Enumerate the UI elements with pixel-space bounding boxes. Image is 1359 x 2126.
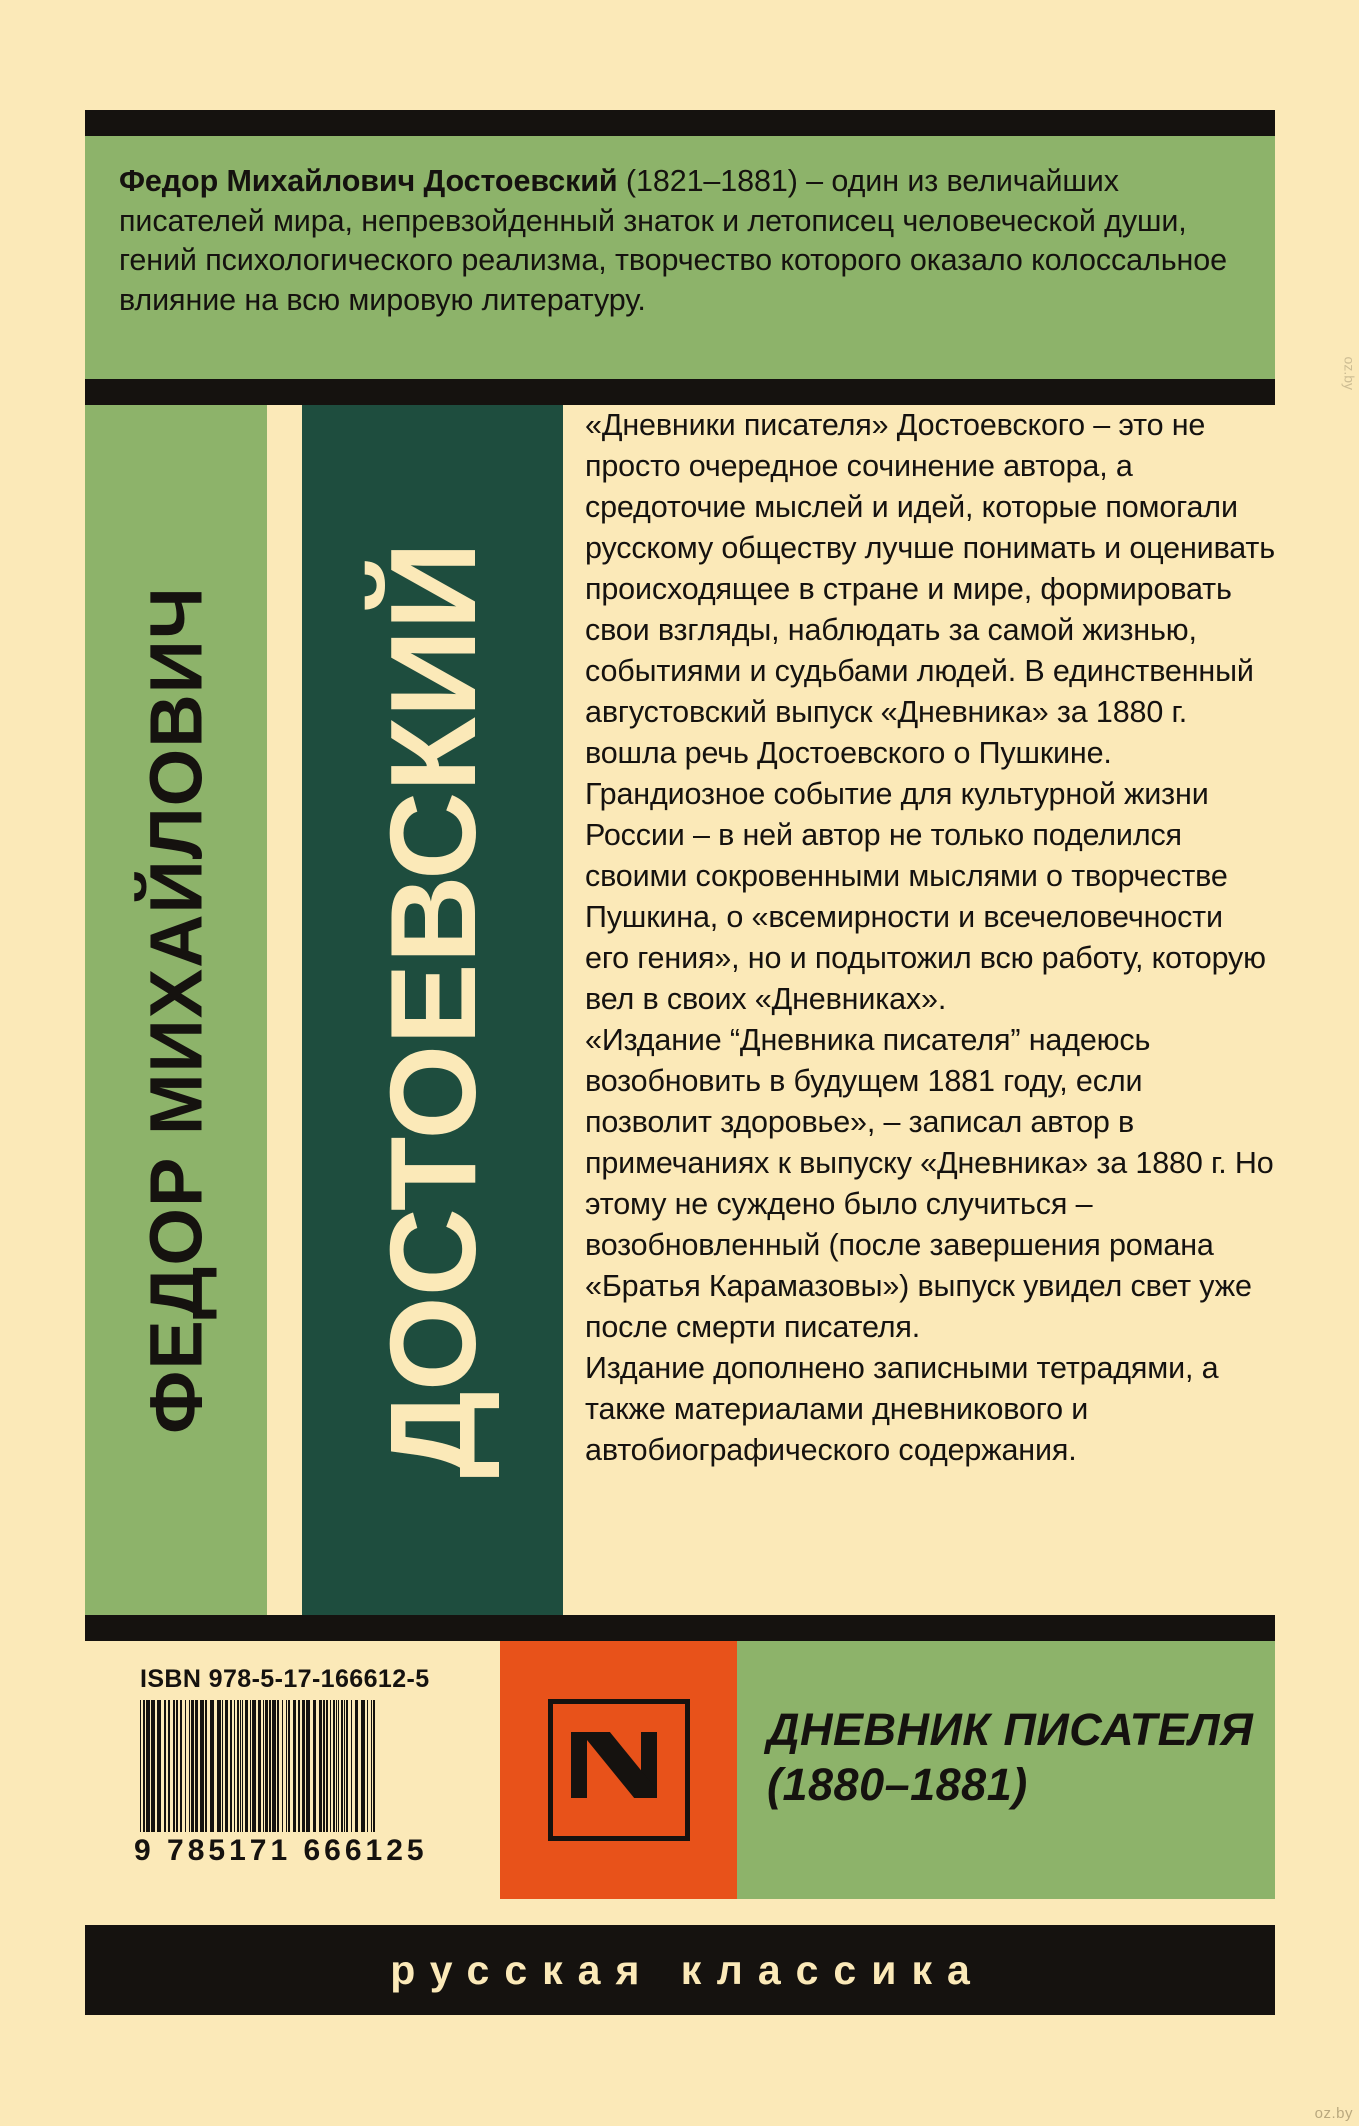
barcode-icon xyxy=(140,1700,446,1832)
watermark-side: oz.by xyxy=(1341,356,1357,390)
author-bio-panel xyxy=(85,136,1275,379)
isbn-label: ISBN 978-5-17-166612-5 xyxy=(140,1665,430,1693)
spine-gap xyxy=(267,405,302,1615)
series-name: русская классика xyxy=(390,1946,985,1993)
middle-section xyxy=(85,405,1275,1615)
book-title-years: (1880–1881) xyxy=(767,1758,1028,1810)
bottom-row xyxy=(85,1641,1275,1899)
watermark: oz.by xyxy=(1314,2105,1353,2122)
barcode-digits: 9 785171 666125 xyxy=(134,1834,428,1867)
spine-first-names-panel xyxy=(85,405,267,1615)
spine-last-name: ДОСТОЕВСКИЙ xyxy=(364,541,501,1479)
series-bar xyxy=(85,1925,1275,2015)
divider-under-annotation xyxy=(85,1615,1275,1641)
publisher-monogram-icon xyxy=(548,1699,690,1841)
book-title-box xyxy=(737,1641,1275,1899)
annotation-block xyxy=(585,405,1275,1471)
divider-under-bio xyxy=(85,379,1275,405)
publisher-logo-box xyxy=(500,1641,737,1899)
annotation-paragraph-1: «Дневники писателя» Достоевского – это не просто очередное сочинение автора, а средоточие мыслей и идей, которые помогали русскому обществу лучше понимать и оценивать происходящее в стране и мире, формировать свои взгляды, наблюдать за самой жизнью, событиями и судьбами людей. В единственный августовский выпуск «Дневника» за 1880 г. вошла речь Достоевского о Пушкине. Грандиозное событие для культурной жизни России – в ней автор не только поделился своими сокровенными мыслями о творчестве Пушкина, о «всемирности и всечеловечности его гения», но и подытожил всю работу, которую вел в своих «Дневниках». xyxy=(585,408,1275,1017)
barcode-block xyxy=(128,1659,458,1877)
divider-top xyxy=(85,110,1275,136)
spine-last-name-panel xyxy=(302,405,563,1615)
book-title: ДНЕВНИК ПИСАТЕЛЯ xyxy=(767,1704,1254,1755)
author-bio-text xyxy=(119,162,1241,321)
spine-first-names: ФЕДОР МИХАЙЛОВИЧ xyxy=(134,586,218,1434)
author-bio-rest: (1821–1881) – один из величайших писателей мира, непревзойденный знаток и летописец человеческой души, гений психологического реализма, творчество которого оказало колоссальное влияние на всю мировую литературу. xyxy=(119,164,1227,317)
author-name-bold: Федор Михайлович Достоевский xyxy=(119,164,618,198)
annotation-paragraph-3: Издание дополнено записными тетрадями, а также материалами дневникового и автобиографического содержания. xyxy=(585,1351,1219,1468)
annotation-paragraph-2: «Издание “Дневника писателя” надеюсь возобновить в будущем 1881 году, если позволит здоровье», – записал автор в примечаниях к выпуску «Дневника» за 1880 г. Но этому не суждено было случиться – возобновленный (после завершения романа «Братья Карамазовы») выпуск увидел свет уже после смерти писателя. xyxy=(585,1023,1274,1345)
